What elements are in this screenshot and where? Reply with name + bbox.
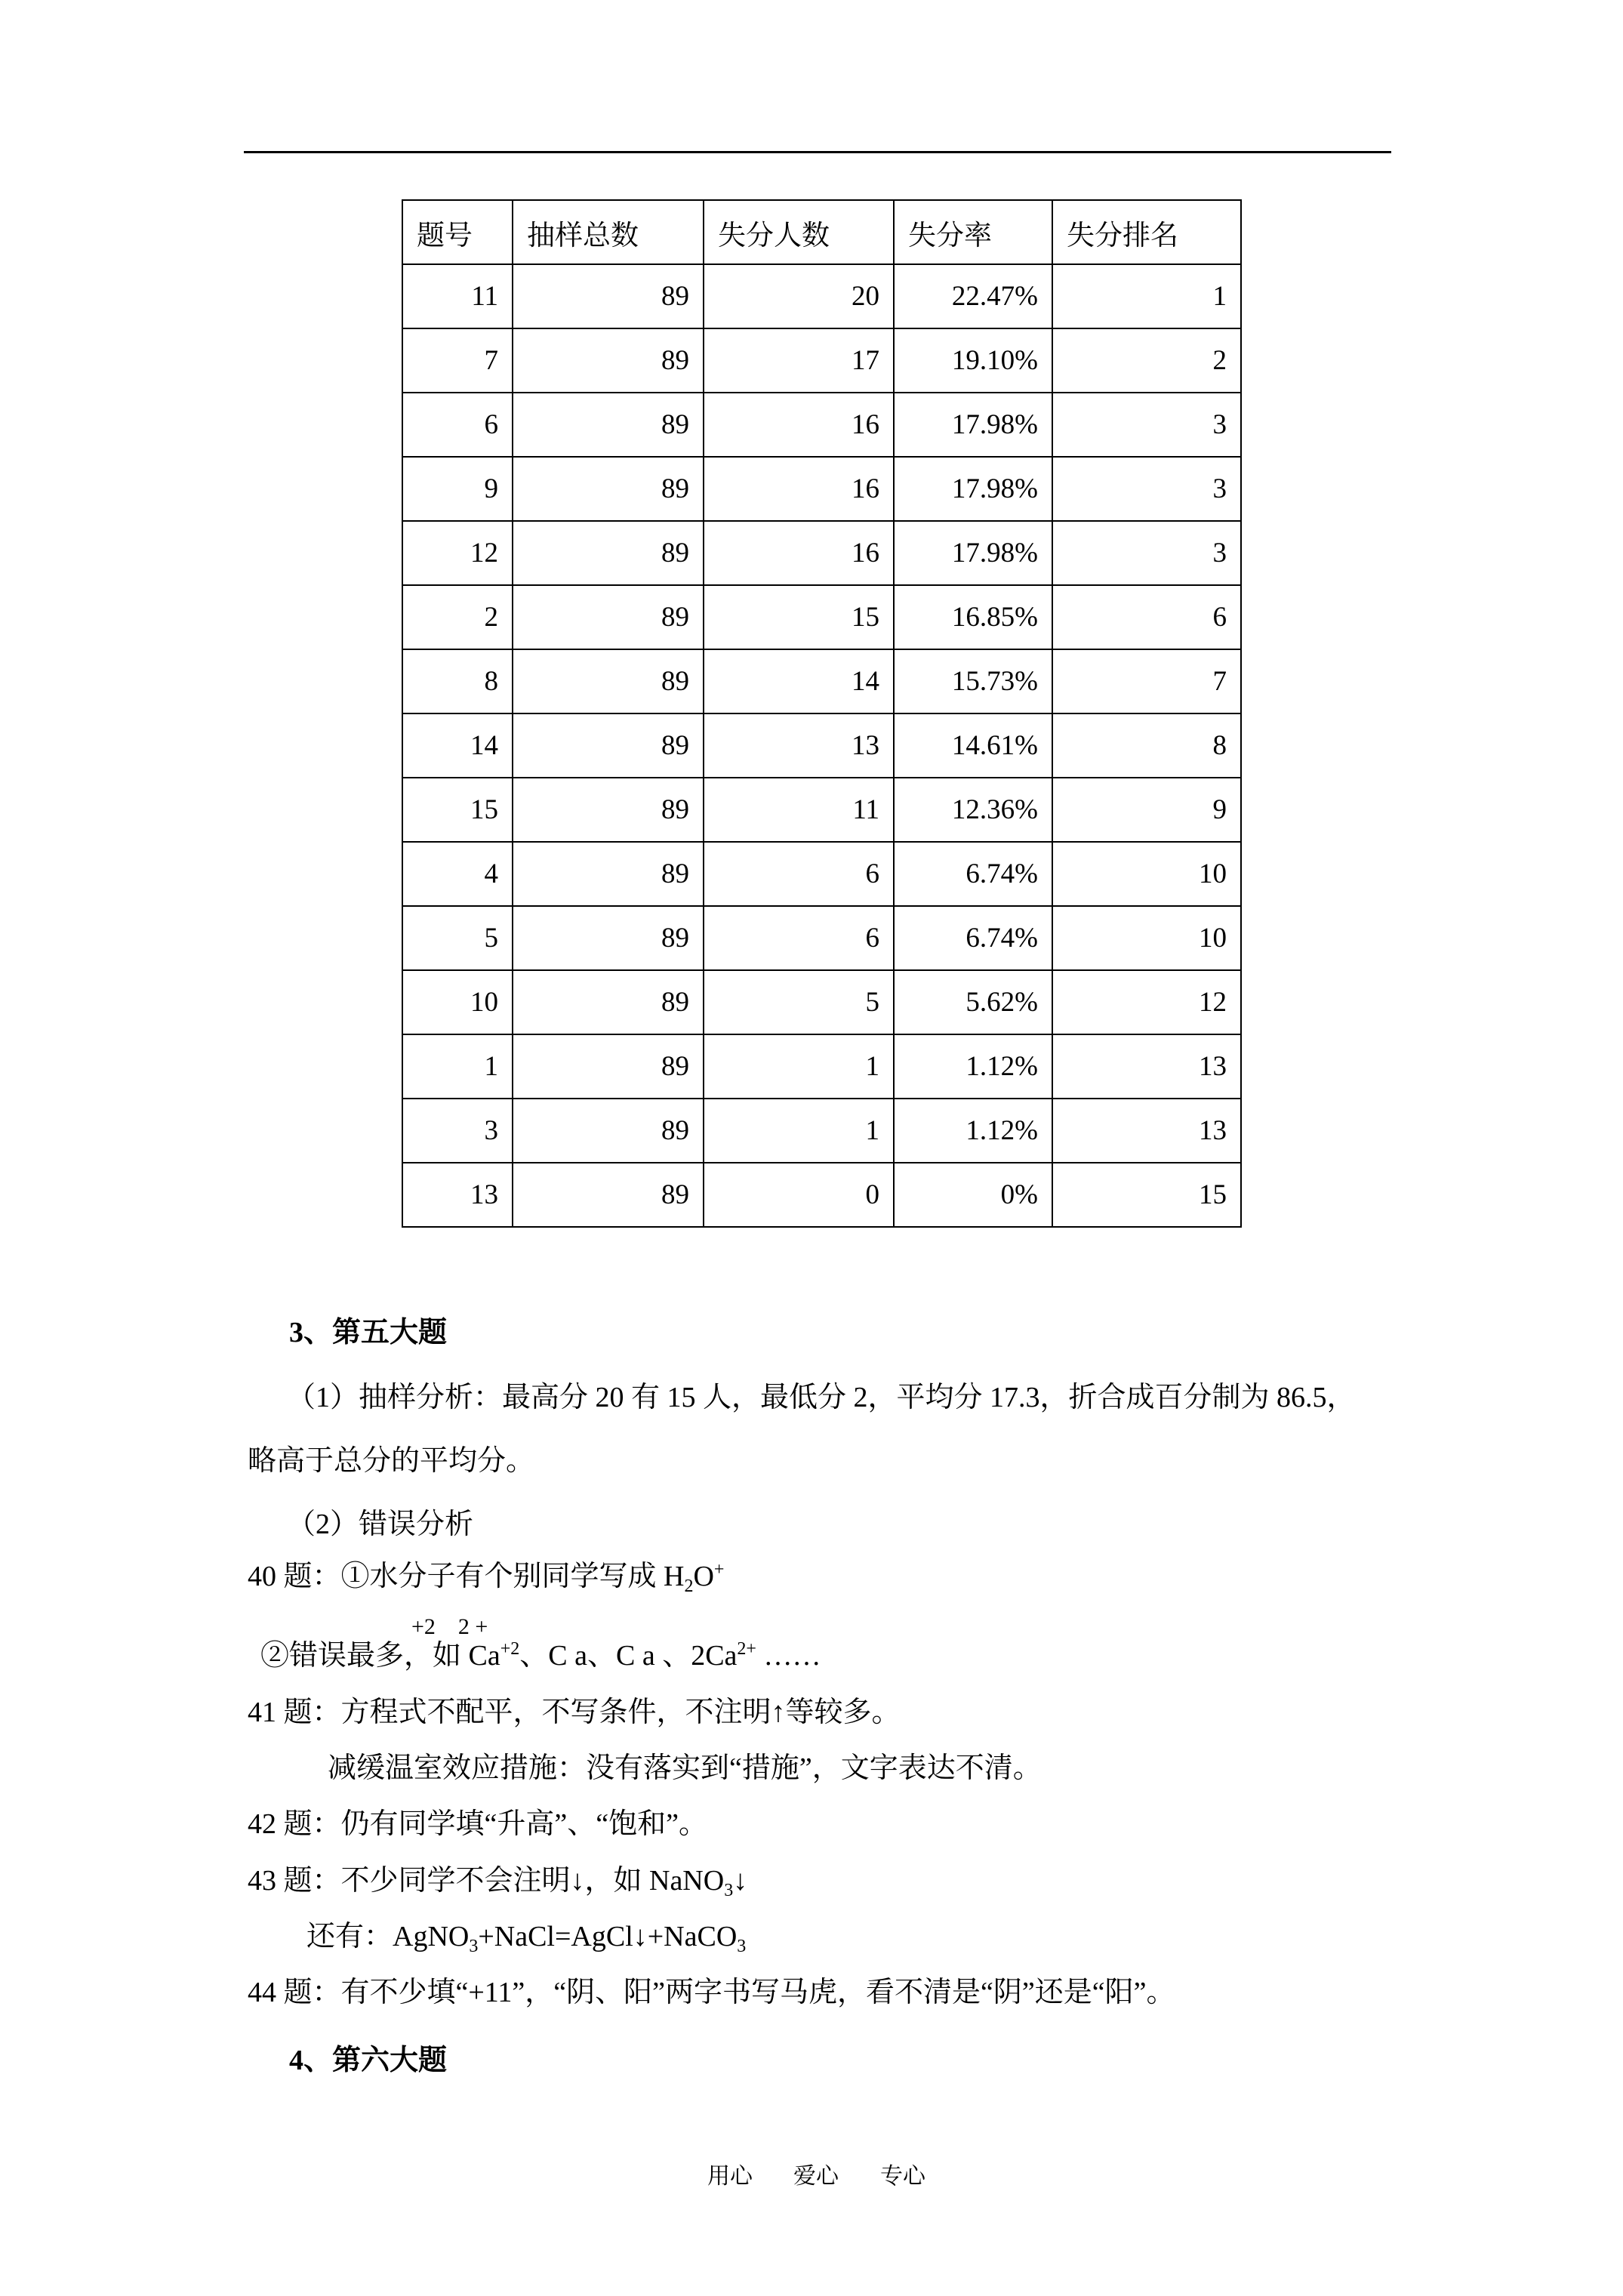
column-header: 失分率 <box>894 200 1052 264</box>
table-cell: 89 <box>513 264 704 328</box>
q41-line2: 减缓温室效应措施：没有落实到“措施”，文字表达不清。 <box>328 1752 1042 1784</box>
table-cell: 15.73% <box>894 649 1052 713</box>
table-cell: 14.61% <box>894 713 1052 778</box>
table-cell: 0% <box>894 1163 1052 1227</box>
q40-after: O <box>693 1561 714 1592</box>
header-rule <box>244 151 1391 153</box>
table-cell: 22.47% <box>894 264 1052 328</box>
q40-sub: 2 <box>684 1576 694 1596</box>
table-row <box>402 842 1241 906</box>
table-row <box>402 264 1241 328</box>
table-row <box>402 521 1241 585</box>
table-cell: 2 <box>402 585 513 649</box>
table-cell: 9 <box>1052 778 1241 842</box>
q40-sup: + <box>713 1560 725 1579</box>
table-cell: 12.36% <box>894 778 1052 842</box>
table-cell: 15 <box>1052 1163 1241 1227</box>
table-cell: 10 <box>402 970 513 1034</box>
q44-line: 44 题：有不少填“+11”，“阴、阳”两字书写马虎，看不清是“阴”还是“阳”。 <box>248 1977 1175 2008</box>
table-row <box>402 1099 1241 1163</box>
table-cell: 5.62% <box>894 970 1052 1034</box>
table-row <box>402 778 1241 842</box>
table-cell: 89 <box>513 649 704 713</box>
table-cell: 16 <box>704 521 894 585</box>
table-row <box>402 1034 1241 1099</box>
q40b-mid: 、C a、C a 、2Ca <box>519 1640 738 1672</box>
table-cell: 14 <box>402 713 513 778</box>
q43b-mid: +NaCl=AgCl↓+NaCO <box>478 1921 738 1952</box>
table-cell: 3 <box>1052 393 1241 457</box>
table-cell: 7 <box>1052 649 1241 713</box>
table-cell: 1.12% <box>894 1099 1052 1163</box>
table-cell: 89 <box>513 328 704 393</box>
table-cell: 89 <box>513 585 704 649</box>
table-cell: 17.98% <box>894 521 1052 585</box>
q40-valence-marks: +2 2 + <box>411 1614 488 1639</box>
table-cell: 11 <box>402 264 513 328</box>
table-cell: 1 <box>704 1099 894 1163</box>
table-cell: 89 <box>513 1034 704 1099</box>
table-cell: 17.98% <box>894 393 1052 457</box>
table-cell: 20 <box>704 264 894 328</box>
q40b-end: …… <box>756 1640 821 1672</box>
q43-line2 <box>306 1921 747 1956</box>
table-cell: 15 <box>402 778 513 842</box>
column-header: 失分人数 <box>704 200 894 264</box>
table-cell: 13 <box>402 1163 513 1227</box>
table-cell: 3 <box>402 1099 513 1163</box>
table-cell: 19.10% <box>894 328 1052 393</box>
footer-item: 用心 <box>707 2164 753 2189</box>
sample-analysis-line2: 略高于总分的平均分。 <box>248 1445 535 1477</box>
q41-line1: 41 题：方程式不配平，不写条件，不注明↑等较多。 <box>248 1697 901 1728</box>
table-cell: 1 <box>704 1034 894 1099</box>
table-cell: 1 <box>1052 264 1241 328</box>
table-cell: 13 <box>704 713 894 778</box>
table-cell: 89 <box>513 457 704 521</box>
q42-line: 42 题：仍有同学填“升高”、“饱和”。 <box>248 1808 707 1840</box>
table-cell: 89 <box>513 842 704 906</box>
table-cell: 11 <box>704 778 894 842</box>
q40-line2 <box>260 1641 821 1670</box>
table-cell: 13 <box>1052 1099 1241 1163</box>
table-header-row <box>402 200 1241 264</box>
table-cell: 17 <box>704 328 894 393</box>
q40b-pre: ②错误最多，如 Ca <box>260 1640 500 1672</box>
table-row <box>402 1163 1241 1227</box>
table-row <box>402 970 1241 1034</box>
table-cell: 15 <box>704 585 894 649</box>
table-cell: 89 <box>513 1163 704 1227</box>
q43-end: ↓ <box>733 1865 748 1897</box>
table-cell: 89 <box>513 713 704 778</box>
table-row <box>402 393 1241 457</box>
footer-item: 爱心 <box>793 2164 839 2189</box>
q40b-sup2: 2+ <box>737 1639 756 1659</box>
column-header: 抽样总数 <box>513 200 704 264</box>
table-cell: 6 <box>704 842 894 906</box>
sample-analysis-line1: （1）抽样分析：最高分 20 有 15 人，最低分 2，平均分 17.3，折合成百分制为 86.5， <box>287 1382 1356 1413</box>
table-cell: 12 <box>402 521 513 585</box>
table-cell: 17.98% <box>894 457 1052 521</box>
table-cell: 7 <box>402 328 513 393</box>
error-analysis-heading: （2）错误分析 <box>287 1509 474 1540</box>
table-cell: 1.12% <box>894 1034 1052 1099</box>
table-row <box>402 906 1241 970</box>
table-cell: 16 <box>704 457 894 521</box>
table-cell: 3 <box>1052 521 1241 585</box>
table-row <box>402 585 1241 649</box>
table-cell: 8 <box>1052 713 1241 778</box>
q43b-sub2: 3 <box>737 1937 747 1956</box>
section-3-heading: 3、第五大题 <box>289 1317 448 1348</box>
table-cell: 1 <box>402 1034 513 1099</box>
table-cell: 4 <box>402 842 513 906</box>
table-cell: 16.85% <box>894 585 1052 649</box>
table-row <box>402 457 1241 521</box>
table-cell: 16 <box>704 393 894 457</box>
q43-line1 <box>248 1865 748 1900</box>
table-cell: 0 <box>704 1163 894 1227</box>
table-cell: 6 <box>704 906 894 970</box>
table-row <box>402 328 1241 393</box>
q40-line1 <box>248 1560 725 1596</box>
table-cell: 89 <box>513 393 704 457</box>
table-cell: 14 <box>704 649 894 713</box>
q43-sub: 3 <box>724 1881 734 1900</box>
table-cell: 6 <box>402 393 513 457</box>
table-cell: 89 <box>513 521 704 585</box>
q43b-sub1: 3 <box>469 1937 479 1956</box>
loss-rate-table <box>402 199 1242 1228</box>
table-cell: 89 <box>513 970 704 1034</box>
table-cell: 5 <box>704 970 894 1034</box>
table-cell: 89 <box>513 778 704 842</box>
table-cell: 89 <box>513 1099 704 1163</box>
table-cell: 8 <box>402 649 513 713</box>
column-header: 失分排名 <box>1052 200 1241 264</box>
q43b-pre: 还有：AgNO <box>306 1921 470 1952</box>
table-cell: 2 <box>1052 328 1241 393</box>
table-cell: 6 <box>1052 585 1241 649</box>
table-cell: 10 <box>1052 842 1241 906</box>
table-cell: 6.74% <box>894 842 1052 906</box>
table-cell: 9 <box>402 457 513 521</box>
table-cell: 5 <box>402 906 513 970</box>
table-cell: 6.74% <box>894 906 1052 970</box>
table-cell: 12 <box>1052 970 1241 1034</box>
table-row <box>402 649 1241 713</box>
table-cell: 3 <box>1052 457 1241 521</box>
footer-item: 专心 <box>880 2164 925 2189</box>
q40b-sup1: +2 <box>500 1639 520 1659</box>
column-header: 题号 <box>402 200 513 264</box>
table-cell: 89 <box>513 906 704 970</box>
table-cell: 13 <box>1052 1034 1241 1099</box>
table-cell: 10 <box>1052 906 1241 970</box>
q43-text: 43 题：不少同学不会注明↓，如 NaNO <box>248 1865 725 1897</box>
q40-text: 40 题：①水分子有个别同学写成 H <box>248 1561 685 1592</box>
table-row <box>402 713 1241 778</box>
section-4-heading: 4、第六大题 <box>289 2045 448 2076</box>
